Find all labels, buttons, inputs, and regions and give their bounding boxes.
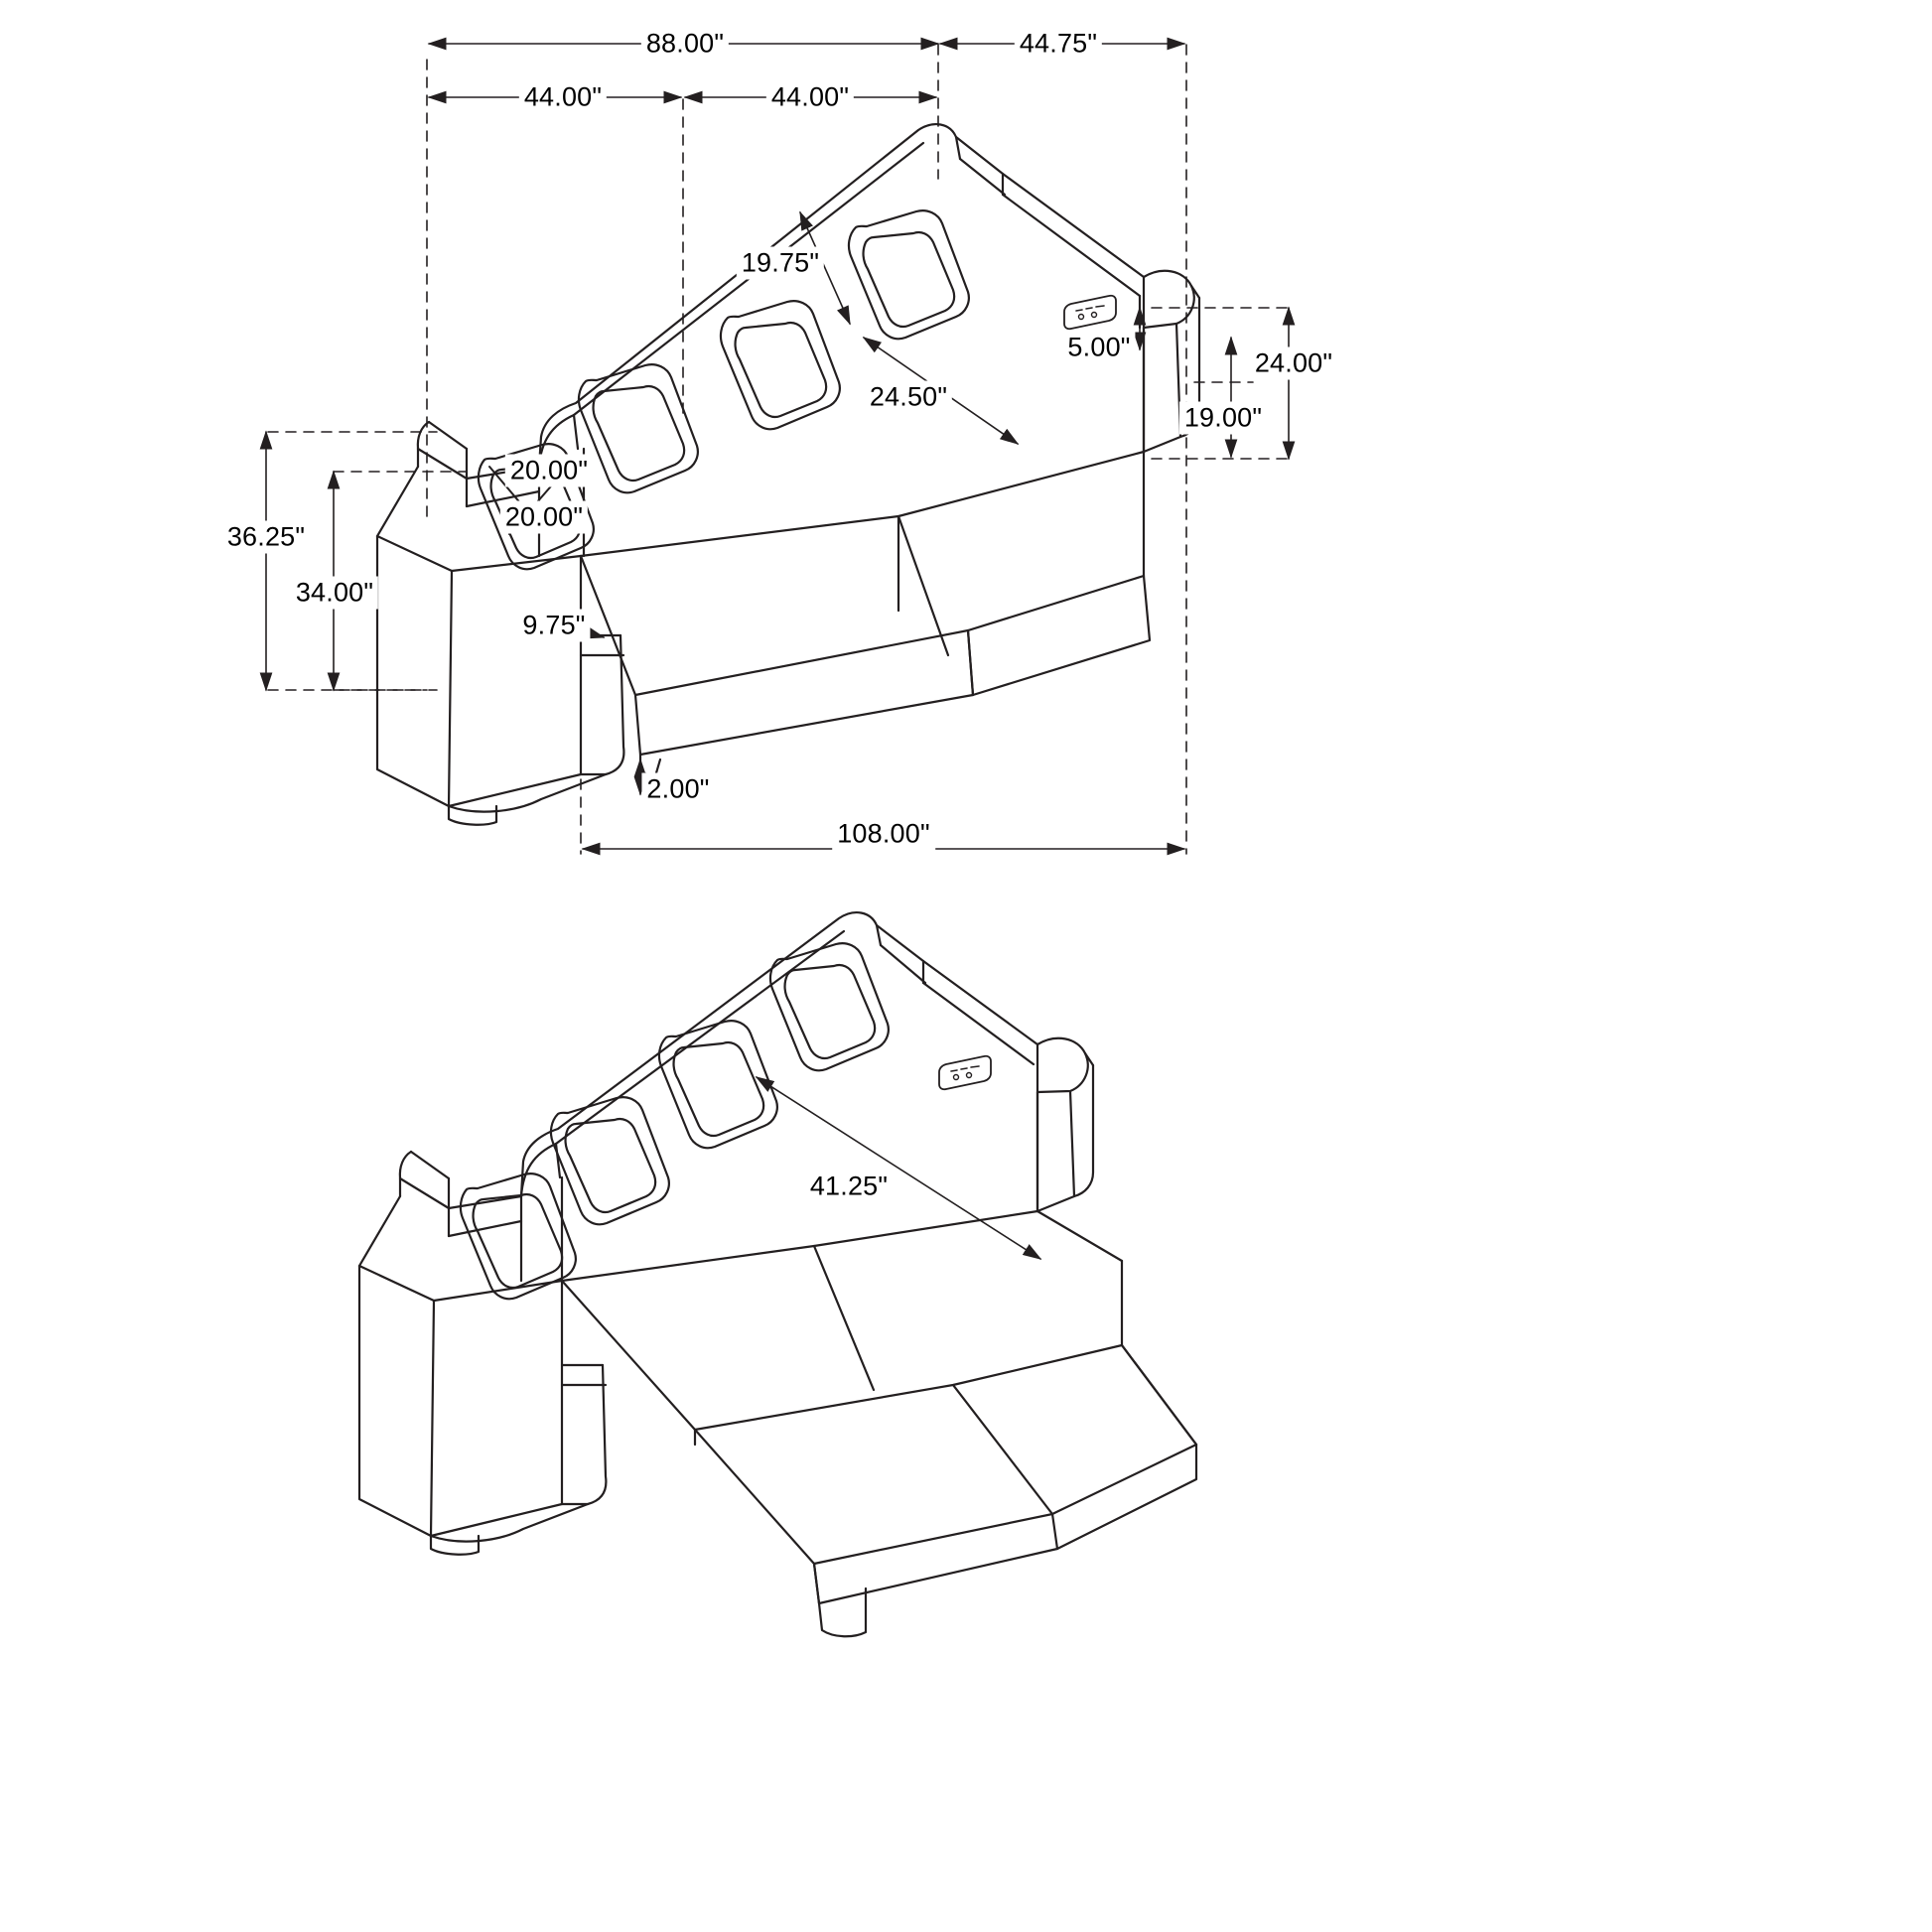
dimension-label-back-height-left: 34.00": [291, 577, 378, 610]
dimension-label-bed-depth: 41.25": [805, 1171, 893, 1203]
dimension-label-seat-right-half: 44.00": [766, 81, 854, 114]
sofa-bed-view: [359, 912, 1196, 1636]
dimension-label-leg-height: 2.00": [641, 773, 714, 806]
dimension-label-pillow-size-1: 20.00": [505, 455, 593, 487]
dimension-label-overall-length: 108.00": [832, 818, 935, 851]
sofa-upright-view: [377, 124, 1199, 825]
dimension-label-seat-left-half: 44.00": [519, 81, 607, 114]
dimension-label-seat-height-right: 19.00": [1179, 402, 1267, 435]
dimension-label-overall-width-top: 88.00": [641, 28, 729, 61]
dimension-label-seat-depth: 24.50": [865, 381, 952, 414]
dimension-label-arm-width: 9.75": [517, 610, 590, 642]
dimension-label-back-cushion-height: 19.75": [737, 247, 824, 280]
dimension-label-overall-height-left: 36.25": [222, 521, 310, 554]
dimension-label-overall-height-right: 24.00": [1250, 347, 1337, 380]
dimension-label-arm-pad-thickness: 5.00": [1062, 332, 1135, 364]
dimension-label-chaise-width-top: 44.75": [1015, 28, 1102, 61]
dimension-label-pillow-size-2: 20.00": [500, 501, 588, 534]
